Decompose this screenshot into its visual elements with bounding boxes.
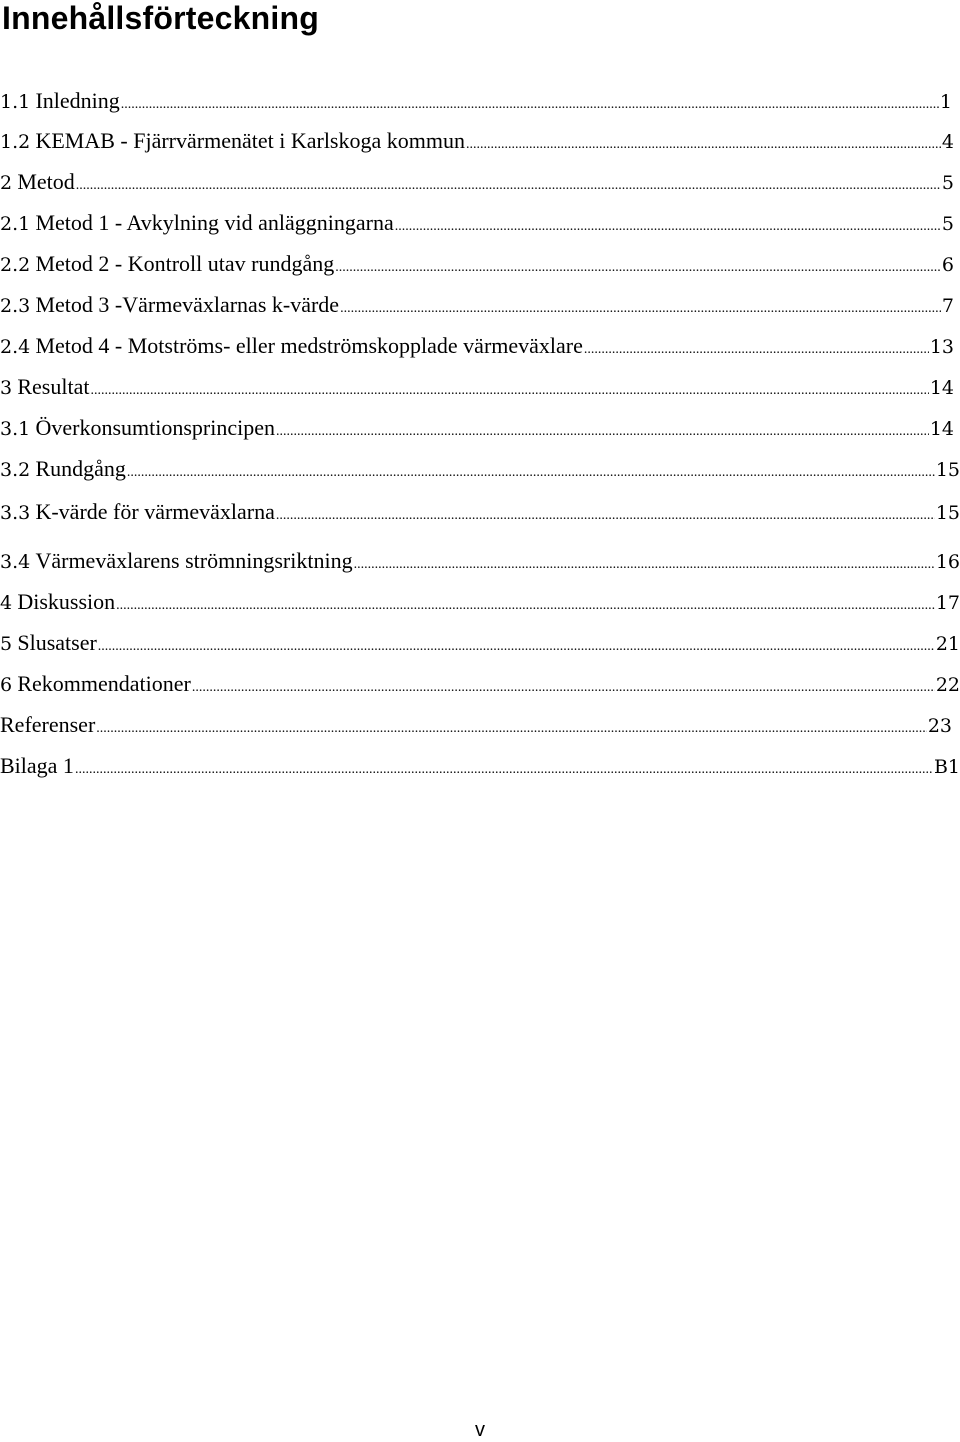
toc-entry-page: B1 xyxy=(933,756,960,778)
toc-entry-number: 3.3 xyxy=(0,502,31,524)
toc-entry-page: 4 xyxy=(941,131,954,153)
toc-entry-number: 6 xyxy=(0,674,13,696)
toc-entry-title: Värmeväxlarens strömningsriktning xyxy=(35,548,353,573)
toc-dot-leader xyxy=(354,551,935,579)
toc-entry-number: 5 xyxy=(0,633,13,655)
toc-dot-leader xyxy=(335,254,941,282)
toc-entry-title: Resultat xyxy=(17,374,90,399)
toc-entry-page: 7 xyxy=(941,295,954,317)
toc-entry[interactable] xyxy=(0,752,960,784)
toc-entry-title: Inledning xyxy=(35,88,120,113)
toc-entry[interactable] xyxy=(0,588,960,620)
toc-dot-leader xyxy=(96,715,927,743)
toc-entry-number: 3.4 xyxy=(0,551,31,573)
toc-entry[interactable] xyxy=(0,670,960,702)
toc-entry-title: K-värde för värmeväxlarna xyxy=(35,499,275,524)
toc-entry-title: Överkonsumtionsprincipen xyxy=(35,415,275,440)
toc-entry[interactable] xyxy=(0,547,960,579)
toc-entry-page: 5 xyxy=(941,213,954,235)
toc-entry-number: 3.1 xyxy=(0,418,31,440)
toc-entry-page: 13 xyxy=(929,336,954,358)
toc-dot-leader xyxy=(395,213,941,241)
toc-dot-leader xyxy=(75,756,933,784)
toc-entry-number: 3 xyxy=(0,377,13,399)
toc-entry-number: 1.2 xyxy=(0,131,31,153)
toc-entry-number: 2.1 xyxy=(0,213,31,235)
toc-entry-page: 23 xyxy=(927,715,952,737)
toc-entry-page: 14 xyxy=(929,418,954,440)
toc-dot-leader xyxy=(276,418,929,446)
toc-entry[interactable] xyxy=(0,168,954,200)
toc-entry-title: Metod 4 - Motströms- eller medströmskopplade värmeväxlare xyxy=(35,333,583,358)
toc-dot-leader xyxy=(116,592,935,620)
toc-entry-number: 1.1 xyxy=(0,91,31,113)
toc-entry-page: 16 xyxy=(935,551,960,573)
toc-entry-title: Rundgång xyxy=(35,456,126,481)
toc-dot-leader xyxy=(340,295,941,323)
toc-entry-title: Slusatser xyxy=(17,630,97,655)
page-number: v xyxy=(475,1419,485,1441)
toc-entry-page: 5 xyxy=(941,172,954,194)
page-title: Innehållsförteckning xyxy=(2,0,319,36)
toc-entry-page: 1 xyxy=(939,91,952,113)
toc-entry-page: 17 xyxy=(935,592,960,614)
toc-entry[interactable] xyxy=(0,498,960,530)
toc-entry[interactable] xyxy=(0,629,960,661)
toc-entry[interactable] xyxy=(0,127,954,159)
toc-entry[interactable] xyxy=(0,291,954,323)
toc-entry-title: Diskussion xyxy=(17,589,116,614)
toc-entry-page: 22 xyxy=(935,674,960,696)
toc-dot-leader xyxy=(98,633,935,661)
toc-entry-page: 6 xyxy=(941,254,954,276)
toc-entry-number: 2 xyxy=(0,172,13,194)
toc-entry-page: 15 xyxy=(935,502,960,524)
toc-entry-title: Metod 2 - Kontroll utav rundgång xyxy=(35,251,335,276)
toc-dot-leader xyxy=(90,377,928,405)
toc-dot-leader xyxy=(127,459,935,487)
toc-entry-page: 21 xyxy=(935,633,960,655)
toc-entry-title: Metod 1 - Avkylning vid anläggningarna xyxy=(35,210,394,235)
toc-entry[interactable] xyxy=(0,414,954,446)
toc-entry-title: Metod 3 -Värmeväxlarnas k-värde xyxy=(35,292,340,317)
toc-entry[interactable] xyxy=(0,209,954,241)
toc-entry[interactable] xyxy=(0,373,954,405)
toc-dot-leader xyxy=(584,336,929,364)
toc-entry-title: Metod xyxy=(17,169,75,194)
toc-entry-title: Bilaga 1 xyxy=(0,753,74,778)
toc-entry-title: Rekommendationer xyxy=(17,671,191,696)
toc-entry-number: 4 xyxy=(0,592,13,614)
toc-dot-leader xyxy=(121,91,939,119)
toc-entry-page: 15 xyxy=(935,459,960,481)
toc-entry-number: 2.2 xyxy=(0,254,31,276)
toc-entry-number: 2.4 xyxy=(0,336,31,358)
toc-entry-number: 3.2 xyxy=(0,459,31,481)
toc-entry[interactable] xyxy=(0,455,960,487)
toc-entry-page: 14 xyxy=(929,377,954,399)
toc-entry-title: Referenser xyxy=(0,712,96,737)
toc-entry[interactable] xyxy=(0,711,952,743)
toc-dot-leader xyxy=(192,674,935,702)
toc-entry-title: KEMAB - Fjärrvärmenätet i Karlskoga kommun xyxy=(35,128,465,153)
toc-dot-leader xyxy=(466,131,941,159)
toc-entry[interactable] xyxy=(0,250,954,282)
toc-entry[interactable] xyxy=(0,87,952,119)
toc-entry[interactable] xyxy=(0,332,954,364)
toc-dot-leader xyxy=(276,502,935,530)
toc-dot-leader xyxy=(76,172,941,200)
toc-entry-number: 2.3 xyxy=(0,295,31,317)
